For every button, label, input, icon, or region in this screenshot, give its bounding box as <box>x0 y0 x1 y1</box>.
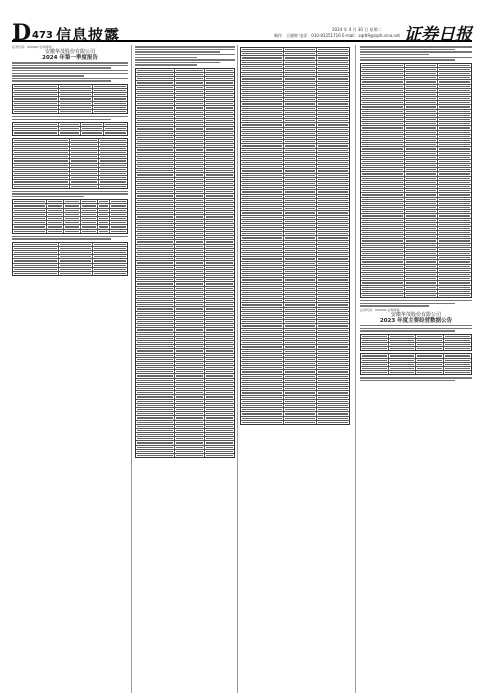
announcement-header: 证券代码：000000 证券简称： <box>12 45 55 49</box>
section-title: 信息披露 <box>56 26 121 44</box>
column-3 <box>240 45 350 693</box>
balance-sheet-table <box>135 68 235 458</box>
column-2 <box>135 45 235 693</box>
section-letter: D <box>12 20 32 46</box>
masthead <box>12 20 472 46</box>
cash-flow-table <box>360 63 472 299</box>
operating-data-table <box>360 334 472 352</box>
page-number: 473 <box>32 30 53 41</box>
date-line: 2024 年 4 月 30 日 星期二 <box>332 27 382 32</box>
company-name: 安徽华茂股份有限公司 <box>390 311 441 318</box>
column-divider <box>131 45 132 693</box>
announcement-header: 证券代码：000000 证券简称： <box>360 307 403 312</box>
financial-table <box>12 122 128 136</box>
company-name: 安徽华茂股份有限公司 <box>44 49 95 55</box>
newspaper-logo: 证券日报 <box>404 25 472 45</box>
column-1 <box>12 45 128 693</box>
report-title: 2024 年第一季度报告 <box>42 55 98 61</box>
financial-table <box>12 242 128 277</box>
income-statement-table <box>240 47 350 425</box>
column-divider <box>355 45 356 693</box>
financial-table <box>12 138 128 189</box>
financial-table <box>12 84 128 114</box>
report-title: 2023 年度主要经营数据公告 <box>379 317 453 324</box>
column-4 <box>360 45 472 693</box>
column-divider <box>237 45 238 693</box>
shareholder-table <box>12 199 128 234</box>
operating-data-table <box>360 353 472 375</box>
editor-line: 制作：王晓婷 电话：010-83251716 E-mail：zqrb9@zqrb.sina.net <box>274 33 400 38</box>
